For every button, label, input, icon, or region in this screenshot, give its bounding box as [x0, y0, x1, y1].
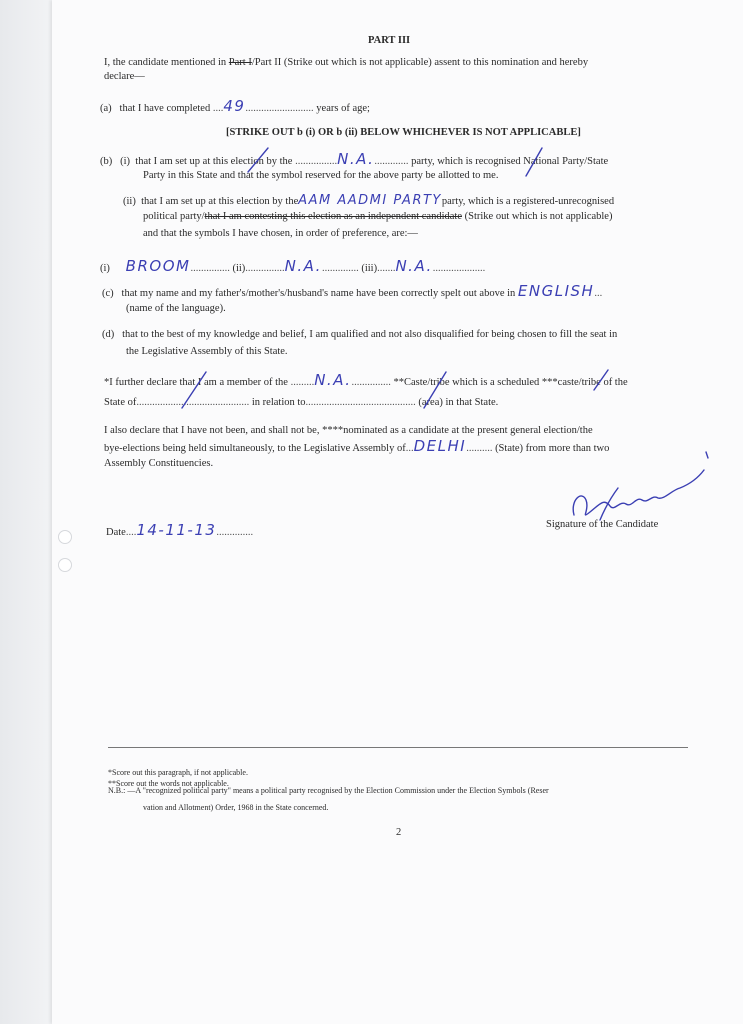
- clause-b-ii: (ii) that I am set up at this election by theAAM AADMI PARTYparty, which is a registered-unrecognised: [123, 193, 615, 208]
- clause-b-i: (b) (i) that I am set up at this election by the ................N.A.............. party, which is recognised National Party/State: [100, 150, 609, 168]
- intro-line-1: I, the candidate mentioned in Part I/Part II (Strike out which is not applicable) assent to this nomination and hereby: [104, 57, 589, 68]
- clause-b-i-line2: Party in this State and that the symbol reserved for the above party be allotted to me.: [143, 170, 499, 181]
- clause-b-ii-line2: political party/that I am contesting this election as an independent candidate (Strike out which is not applicable): [143, 211, 613, 222]
- clause-c: (c) that my name and my father's/mother's/husband's name have been correctly spelt out above in ENGLISH...: [102, 282, 603, 300]
- date-field: Date....14-11-13..............: [106, 521, 254, 539]
- clause-d: (d) that to the best of my knowledge and belief, I am qualified and not also disqualified for being chosen to fill the seat in: [102, 329, 618, 340]
- also-declare-line2: bye-elections being held simultaneously, to the Legislative Assembly of...DELHI.......... (State) from more than two: [104, 437, 610, 455]
- scan-edge: [0, 0, 52, 1024]
- also-declare-line1: I also declare that I have not been, and shall not be, ****nominated as a candidate at the present general election/the: [104, 425, 593, 436]
- further-declare-line: *I further declare that I am a member of the .........N.A................ **Caste/tribe which is a scheduled ***caste/tribe of the: [104, 371, 628, 389]
- strike-heading: [STRIKE OUT b (i) OR b (ii) BELOW WHICHEVER IS NOT APPLICABLE]: [226, 127, 581, 138]
- footnote-2: **Score out the words not applicable.: [108, 779, 229, 788]
- page-number: 2: [396, 827, 402, 838]
- symbol-3: N.A.: [395, 257, 433, 275]
- signature-label: Signature of the Candidate: [546, 519, 659, 530]
- state-value: DELHI: [413, 437, 467, 455]
- clause-d-line2: the Legislative Assembly of this State.: [126, 346, 288, 357]
- symbol-2: N.A.: [284, 257, 322, 275]
- also-declare-line3: Assembly Constituencies.: [104, 458, 214, 469]
- further-declare-line2: State of........................................... in relation to.......................................... (area) in that State.: [104, 397, 499, 408]
- clause-a: (a) that I have completed ....49.......................... years of age;: [100, 97, 370, 115]
- symbol-1: BROOM: [125, 257, 191, 275]
- intro-line-2: declare—: [104, 71, 145, 82]
- footnote-1: *Score out this paragraph, if not applicable.: [108, 768, 248, 777]
- clause-b-ii-line3: and that the symbols I have chosen, in order of preference, are:—: [143, 228, 418, 239]
- age-value: 49: [223, 97, 246, 115]
- punch-hole: [58, 530, 72, 544]
- symbols-line: (i) BROOM............... (ii)...............N.A............... (iii).......N.A.....................: [100, 257, 486, 275]
- language-value: ENGLISH: [517, 282, 595, 300]
- footnote-nb-1: N.B.: —A "recognized political party" means a political party recognised by the Election Commission under the Election Symbols (Reser: [108, 786, 549, 795]
- punch-hole: [58, 558, 72, 572]
- footnote-divider: [108, 747, 688, 748]
- party-b-i: N.A.: [337, 150, 375, 168]
- caste-value: N.A.: [314, 371, 352, 389]
- date-value: 14-11-13: [136, 521, 217, 539]
- part-title: PART III: [368, 35, 411, 46]
- footnote-nb-2: vation and Allotment) Order, 1968 in the State concerned.: [143, 803, 329, 812]
- clause-c-line2: (name of the language).: [126, 303, 226, 314]
- party-b-ii: AAM AADMI PARTY: [298, 193, 442, 208]
